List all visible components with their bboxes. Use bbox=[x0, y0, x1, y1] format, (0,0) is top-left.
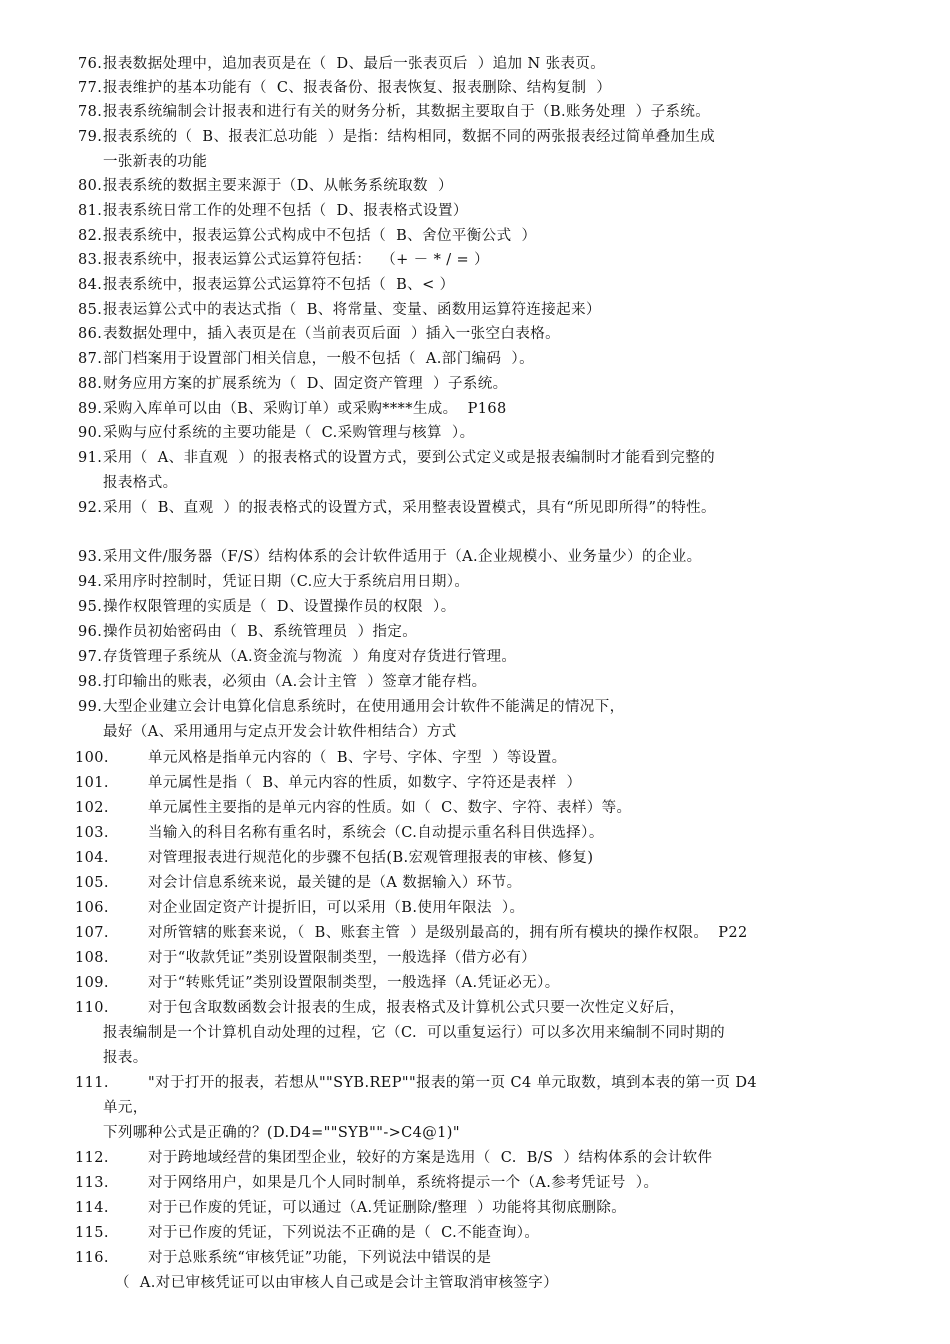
item-text: 存货管理子系统从（A.资金流与物流 ）角度对存货进行管理。 bbox=[103, 649, 517, 665]
item-text: 大型企业建立会计电算化信息系统时，在使用通用会计软件不能满足的情况下， bbox=[103, 699, 625, 715]
item-number: 104. bbox=[75, 850, 109, 866]
item-number: 98. bbox=[78, 674, 103, 690]
item-text: 采用序时控制时，凭证日期（C.应大于系统启用日期）。 bbox=[103, 574, 470, 590]
item-text: 报表系统编制会计报表和进行有关的财务分析，其数据主要取自于（B.账务处理 ）子系统。 bbox=[103, 104, 711, 120]
item-text: 采购入库单可以由（B、采购订单）或采购****生成。 P168 bbox=[103, 401, 507, 417]
list-item bbox=[0, 273, 950, 297]
item-number: 92. bbox=[78, 500, 103, 516]
item-text-continued: 报表格式。 bbox=[103, 475, 178, 491]
list-item bbox=[0, 1246, 950, 1270]
list-item bbox=[0, 397, 950, 421]
item-text: 表数据处理中，插入表页是在（当前表页后面 ）插入一张空白表格。 bbox=[103, 326, 561, 342]
list-item bbox=[0, 496, 950, 520]
item-number: 105. bbox=[75, 875, 109, 891]
item-text: 对企业固定资产计提折旧，可以采用（B.使用年限法 ）。 bbox=[148, 900, 525, 916]
item-text: 部门档案用于设置部门相关信息，一般不包括（ A.部门编码 ）。 bbox=[103, 351, 534, 367]
item-number: 77. bbox=[78, 80, 103, 96]
list-item bbox=[0, 821, 950, 845]
item-text: 报表运算公式中的表达式指（ B、将常量、变量、函数用运算符连接起来） bbox=[103, 302, 601, 318]
item-number: 90. bbox=[78, 425, 103, 441]
item-text: 对所管辖的账套来说，（ B、账套主管 ）是级别最高的，拥有所有模块的操作权限。 P22 bbox=[148, 925, 748, 941]
item-number: 115. bbox=[75, 1225, 109, 1241]
list-item bbox=[0, 796, 950, 820]
item-text: "对于打开的报表，若想从""SYB.REP""报表的第一页 C4 单元取数，填到本表的第一页 D4 bbox=[148, 1075, 757, 1091]
list-item bbox=[0, 996, 950, 1020]
item-number: 97. bbox=[78, 649, 103, 665]
item-number: 89. bbox=[78, 401, 103, 417]
list-item bbox=[0, 199, 950, 223]
list-item bbox=[0, 946, 950, 970]
list-item bbox=[0, 971, 950, 995]
item-number: 78. bbox=[78, 104, 103, 120]
item-number: 102. bbox=[75, 800, 109, 816]
list-item bbox=[0, 100, 950, 124]
item-text: 对于网络用户，如果是几个人同时制单，系统将提示一个（A.参考凭证号 ）。 bbox=[148, 1175, 659, 1191]
item-text: 对管理报表进行规范化的步骤不包括(B.宏观管理报表的审核、修复) bbox=[148, 850, 594, 866]
list-item-continuation bbox=[0, 150, 950, 174]
list-item bbox=[0, 595, 950, 619]
item-text: 打印输出的账表，必须由（A.会计主管 ）签章才能存档。 bbox=[103, 674, 487, 690]
item-number: 100. bbox=[75, 750, 109, 766]
item-text: 报表数据处理中，追加表页是在（ D、最后一张表页后 ）追加 N 张表页。 bbox=[103, 56, 606, 72]
item-number: 110. bbox=[75, 1000, 109, 1016]
list-item-continuation bbox=[0, 720, 950, 744]
item-text: 报表系统中，报表运算公式构成中不包括（ B、舍位平衡公式 ） bbox=[103, 228, 537, 244]
item-number: 82. bbox=[78, 228, 103, 244]
list-item bbox=[0, 224, 950, 248]
item-number: 109. bbox=[75, 975, 109, 991]
item-text: 对于已作废的凭证，可以通过（A.凭证删除/整理 ）功能将其彻底删除。 bbox=[148, 1200, 627, 1216]
list-item bbox=[0, 545, 950, 569]
list-item-continuation bbox=[0, 1021, 950, 1045]
item-number: 87. bbox=[78, 351, 103, 367]
item-number: 107. bbox=[75, 925, 109, 941]
item-number: 91. bbox=[78, 450, 103, 466]
item-number: 99. bbox=[78, 699, 103, 715]
item-number: 106. bbox=[75, 900, 109, 916]
list-item bbox=[0, 174, 950, 198]
item-text: 对于总账系统“审核凭证”功能，下列说法中错误的是 bbox=[148, 1250, 492, 1266]
item-number: 88. bbox=[78, 376, 103, 392]
item-text: 报表系统中，报表运算公式运算符不包括（ B、< ） bbox=[103, 277, 455, 293]
item-number: 84. bbox=[78, 277, 103, 293]
item-number: 95. bbox=[78, 599, 103, 615]
item-number: 81. bbox=[78, 203, 103, 219]
list-item bbox=[0, 570, 950, 594]
item-text: 对于跨地域经营的集团型企业，较好的方案是选用（ C. B/S ）结构体系的会计软件 bbox=[148, 1150, 713, 1166]
item-text: 对会计信息系统来说，最关键的是（A 数据输入）环节。 bbox=[148, 875, 522, 891]
item-text: 报表系统中，报表运算公式运算符包括： （+ － * / = ） bbox=[103, 252, 489, 268]
item-number: 116. bbox=[75, 1250, 109, 1266]
list-item bbox=[0, 746, 950, 770]
item-text-continued: 报表编制是一个计算机自动处理的过程，它（C. 可以重复运行）可以多次用来编制不同时期的 bbox=[103, 1025, 726, 1041]
list-item bbox=[0, 645, 950, 669]
list-item bbox=[0, 1071, 950, 1095]
item-number: 113. bbox=[75, 1175, 109, 1191]
item-number: 76. bbox=[78, 56, 103, 72]
item-number: 85. bbox=[78, 302, 103, 318]
list-item bbox=[0, 670, 950, 694]
item-number: 101. bbox=[75, 775, 109, 791]
item-number: 80. bbox=[78, 178, 103, 194]
list-item bbox=[0, 620, 950, 644]
item-number: 111. bbox=[75, 1075, 109, 1091]
list-item bbox=[0, 52, 950, 76]
list-item bbox=[0, 1146, 950, 1170]
list-item bbox=[0, 125, 950, 149]
list-item-continuation bbox=[0, 1121, 950, 1145]
list-item-continuation bbox=[0, 1046, 950, 1070]
item-text: 操作权限管理的实质是（ D、设置操作员的权限 ）。 bbox=[103, 599, 456, 615]
item-text: 报表系统的（ B、报表汇总功能 ）是指：结构相同，数据不同的两张报表经过简单叠加生成 bbox=[103, 129, 716, 145]
item-text: 采用文件/服务器（F/S）结构体系的会计软件适用于（A.企业规模小、业务量少）的企业。 bbox=[103, 549, 702, 565]
list-item bbox=[0, 421, 950, 445]
item-text-continued: 最好（A、采用通用与定点开发会计软件相结合）方式 bbox=[103, 724, 457, 740]
item-text-continued: （ A.对已审核凭证可以由审核人自己或是会计主管取消审核签字） bbox=[115, 1275, 559, 1291]
item-text: 采购与应付系统的主要功能是（ C.采购管理与核算 ）。 bbox=[103, 425, 475, 441]
item-number: 79. bbox=[78, 129, 103, 145]
item-text: 报表维护的基本功能有（ C、报表备份、报表恢复、报表删除、结构复制 ） bbox=[103, 80, 612, 96]
list-item bbox=[0, 322, 950, 346]
item-number: 108. bbox=[75, 950, 109, 966]
item-text-continued: 一张新表的功能 bbox=[103, 154, 208, 170]
list-item bbox=[0, 347, 950, 371]
item-text-continued: 报表。 bbox=[103, 1050, 148, 1066]
item-number: 94. bbox=[78, 574, 103, 590]
list-item bbox=[0, 921, 950, 945]
item-number: 93. bbox=[78, 549, 103, 565]
list-item bbox=[0, 695, 950, 719]
item-text: 单元属性是指（ B、单元内容的性质，如数字、字符还是表样 ） bbox=[148, 775, 582, 791]
list-item bbox=[0, 298, 950, 322]
item-number: 86. bbox=[78, 326, 103, 342]
list-item bbox=[0, 771, 950, 795]
list-item-continuation bbox=[0, 1096, 950, 1120]
list-item bbox=[0, 1196, 950, 1220]
item-text-continued: 下列哪种公式是正确的？(D.D4=""SYB""->C4@1)" bbox=[103, 1125, 460, 1141]
list-item bbox=[0, 896, 950, 920]
list-item bbox=[0, 1221, 950, 1245]
item-text: 报表系统的数据主要来源于（D、从帐务系统取数 ） bbox=[103, 178, 453, 194]
item-text: 操作员初始密码由（ B、系统管理员 ）指定。 bbox=[103, 624, 418, 640]
list-item bbox=[0, 372, 950, 396]
item-number: 83. bbox=[78, 252, 103, 268]
item-text: 对于已作废的凭证，下列说法不正确的是（ C.不能查询）。 bbox=[148, 1225, 540, 1241]
list-item bbox=[0, 248, 950, 272]
list-item-continuation bbox=[0, 471, 950, 495]
list-item bbox=[0, 846, 950, 870]
item-number: 103. bbox=[75, 825, 109, 841]
item-text: 对于“转账凭证”类别设置限制类型，一般选择（A.凭证必无）。 bbox=[148, 975, 560, 991]
list-item bbox=[0, 446, 950, 470]
list-item bbox=[0, 1171, 950, 1195]
item-text: 对于包含取数函数会计报表的生成，报表格式及计算机公式只要一次性定义好后， bbox=[148, 1000, 685, 1016]
item-text: 单元属性主要指的是单元内容的性质。如（ C、数字、字符、表样）等。 bbox=[148, 800, 632, 816]
list-item bbox=[0, 871, 950, 895]
item-number: 96. bbox=[78, 624, 103, 640]
item-text: 采用（ A、非直观 ）的报表格式的设置方式，要到公式定义或是报表编制时才能看到完整的 bbox=[103, 450, 716, 466]
item-text: 对于“收款凭证”类别设置限制类型，一般选择（借方必有） bbox=[148, 950, 537, 966]
item-text: 采用（ B、直观 ）的报表格式的设置方式，采用整表设置模式，具有“所见即所得”的特性。 bbox=[103, 500, 716, 516]
item-number: 112. bbox=[75, 1150, 109, 1166]
list-item bbox=[0, 76, 950, 100]
item-number: 114. bbox=[75, 1200, 109, 1216]
item-text: 财务应用方案的扩展系统为（ D、固定资产管理 ）子系统。 bbox=[103, 376, 508, 392]
item-text-continued: 单元， bbox=[103, 1100, 148, 1116]
item-text: 当输入的科目名称有重名时，系统会（C.自动提示重名科目供选择）。 bbox=[148, 825, 604, 841]
list-item-continuation bbox=[0, 1271, 950, 1295]
item-text: 报表系统日常工作的处理不包括（ D、报表格式设置） bbox=[103, 203, 468, 219]
item-text: 单元风格是指单元内容的（ B、字号、字体、字型 ）等设置。 bbox=[148, 750, 567, 766]
